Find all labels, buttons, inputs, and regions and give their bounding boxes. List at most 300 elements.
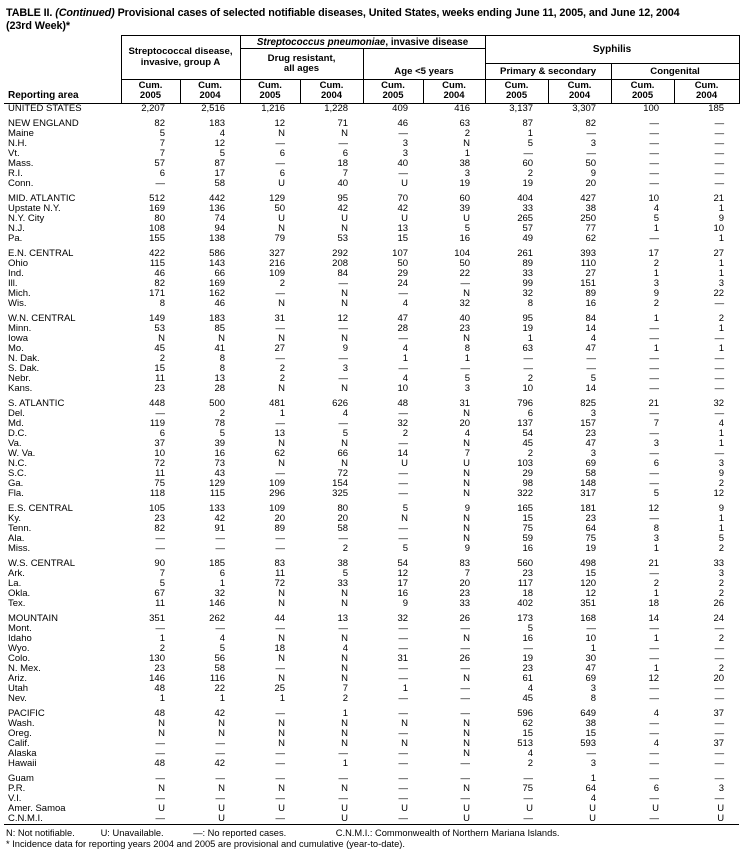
value-cell: — [460,362,471,374]
value-cell: 73 [214,457,226,469]
congenital-header: Congenital [611,64,739,80]
area-cell: Ark. [8,567,25,579]
area-cell: Pa. [8,232,23,244]
value-cell: U [341,812,349,824]
value-cell: 20 [337,512,349,524]
table-row [4,479,739,489]
value-cell: 2 [464,127,471,139]
value-cell: 351 [580,597,597,609]
value-cell: — [338,372,349,384]
value-cell: 27 [274,342,286,354]
table-row [4,439,739,449]
value-cell: 1 [527,127,534,139]
value-cell: N [278,782,286,794]
table-row [4,159,739,169]
value-cell: 216 [269,257,286,269]
value-cell: 796 [517,397,534,409]
value-cell: 1 [718,322,725,334]
value-cell: N [341,737,349,749]
value-cell: 7 [653,417,660,429]
value-cell: 100 [643,102,660,114]
value-cell: 120 [580,577,597,589]
value-cell: N [278,597,286,609]
value-cell: 23 [522,662,534,674]
value-cell: 20 [459,417,471,429]
value-cell: 15 [397,232,409,244]
value-cell: 12 [214,137,226,149]
value-cell: — [398,437,409,449]
table-row [4,674,739,684]
value-cell: 14 [397,447,409,459]
value-cell: 157 [580,417,597,429]
value-cell: 12 [585,587,597,599]
value-cell: 1 [718,522,725,534]
table-row [4,299,739,309]
value-cell: — [460,757,471,769]
value-cell: — [275,747,286,759]
value-cell: 33 [337,577,349,589]
table-row [4,324,739,334]
value-cell: 2 [219,407,226,419]
value-cell: U [717,812,725,824]
value-cell: 23 [459,587,471,599]
value-cell: N [341,632,349,644]
value-cell: 586 [209,247,226,259]
value-cell: 416 [454,102,471,114]
value-cell: 1 [219,692,226,704]
value-cell: 8 [527,297,534,309]
value-cell: 1 [464,352,471,364]
value-cell: 149 [149,312,165,324]
value-cell: — [155,407,165,419]
value-cell: 649 [580,707,597,719]
area-cell: PACIFIC [8,707,45,719]
table-row [4,469,739,479]
value-cell: — [714,127,725,139]
table-row [4,559,739,569]
value-cell: — [586,127,597,139]
value-cell: 1 [342,707,349,719]
incidence-note: * Incidence data for reporting years 2004 and 2005 are provisional and cumulative (year-to-date). [6,839,405,850]
area-cell: Mont. [8,622,32,634]
area-cell: Alaska [8,747,37,759]
table-body [4,103,739,824]
value-cell: 9 [718,212,725,224]
value-cell: — [398,487,409,499]
value-cell: — [275,622,286,634]
value-cell: — [155,532,165,544]
value-cell: 16 [397,587,409,599]
legend-cnmi: C.N.M.I.: Commonwealth of Northern Mariana Islands. [335,827,560,838]
value-cell: 15 [585,567,597,579]
value-cell: 32 [459,297,471,309]
value-cell: — [215,772,226,784]
value-cell: 2 [279,372,286,384]
value-cell: — [649,232,660,244]
value-cell: — [649,772,660,784]
value-cell: 2 [279,277,286,289]
area-cell: S.C. [8,467,27,479]
value-cell: 5 [464,372,471,384]
value-cell: 593 [580,737,597,749]
value-cell: 825 [580,397,597,409]
value-cell: 1 [653,342,660,354]
value-cell: — [523,812,534,824]
value-cell: — [398,757,409,769]
value-cell: 13 [397,222,409,234]
table-row [4,804,739,814]
value-cell: 3 [653,532,660,544]
value-cell: 317 [580,487,597,499]
value-cell: — [398,812,409,824]
area-cell: Del. [8,407,25,419]
value-cell: 4 [590,792,597,804]
cum-year-header-2005: Cum. 2005 [240,80,300,104]
value-cell: N [278,127,286,139]
area-cell: UNITED STATES [8,102,82,114]
value-cell: — [649,747,660,759]
cum-year-header-2004: Cum. 2004 [423,80,485,104]
value-cell: — [714,372,725,384]
value-cell: 28 [397,322,409,334]
value-cell: 16 [522,632,534,644]
table-row [4,774,739,784]
value-cell: 5 [653,487,660,499]
table-row [4,119,739,129]
value-cell: N [341,382,349,394]
value-cell: 1 [159,632,165,644]
value-cell: 46 [154,267,165,279]
value-cell: N [278,717,286,729]
value-cell: — [714,642,725,654]
value-cell: — [338,792,349,804]
value-cell: 45 [522,692,534,704]
value-cell: N [463,522,471,534]
value-cell: — [338,322,349,334]
area-cell: Mo. [8,342,24,354]
value-cell: U [278,802,286,814]
value-cell: 1 [718,257,725,269]
table-row [4,504,739,514]
value-cell: 79 [274,232,286,244]
value-cell: N [463,437,471,449]
value-cell: — [398,672,409,684]
value-cell: 9 [342,342,349,354]
value-cell: 67 [154,587,165,599]
value-cell: — [398,792,409,804]
value-cell: 14 [585,382,597,394]
value-cell: U [652,802,660,814]
area-cell: Oreg. [8,727,32,739]
table-row [4,149,739,159]
value-cell: U [401,212,409,224]
value-cell: 10 [713,222,725,234]
value-cell: N [278,332,286,344]
value-cell: — [398,407,409,419]
table-row [4,644,739,654]
value-cell: 22 [214,682,226,694]
value-cell: 181 [580,502,597,514]
table-row [4,534,739,544]
value-cell: 20 [585,177,597,189]
value-cell: 10 [585,632,597,644]
value-cell: 29 [397,267,409,279]
table-row [4,794,739,804]
value-cell: 39 [459,202,471,214]
value-cell: 327 [269,247,286,259]
value-cell: 3 [590,682,597,694]
value-cell: U [278,177,286,189]
value-cell: — [275,322,286,334]
value-cell: 168 [580,612,597,624]
area-cell: Va. [8,437,22,449]
value-cell: 1 [402,352,409,364]
value-cell: 89 [274,522,286,534]
value-cell: 154 [332,477,349,489]
area-cell: E.N. CENTRAL [8,247,74,259]
value-cell: — [398,332,409,344]
value-cell: — [714,297,725,309]
value-cell: 62 [274,447,286,459]
value-cell: — [714,717,725,729]
value-cell: N [341,652,349,664]
value-cell: 89 [522,257,534,269]
value-cell: 48 [154,682,165,694]
value-cell: — [714,382,725,394]
value-cell: 85 [214,322,226,334]
value-cell: 56 [214,652,226,664]
value-cell: 5 [219,642,226,654]
area-cell: N.J. [8,222,25,234]
value-cell: — [398,692,409,704]
value-cell: 103 [517,457,534,469]
value-cell: — [649,157,660,169]
value-cell: 9 [402,597,409,609]
value-cell: 58 [585,467,597,479]
area-cell: Wyo. [8,642,30,654]
value-cell: 8 [590,692,597,704]
value-cell: U [463,802,471,814]
value-cell: 2 [718,587,725,599]
value-cell: 18 [337,157,349,169]
table-row [4,569,739,579]
value-cell: 115 [149,257,165,269]
value-cell: 11 [155,597,165,609]
table-row [4,429,739,439]
value-cell: N [158,727,165,739]
area-cell: NEW ENGLAND [8,117,79,129]
table-row [4,634,739,644]
value-cell: 23 [154,382,165,394]
value-cell: 6 [279,167,286,179]
value-cell: 42 [337,202,349,214]
value-cell: — [338,352,349,364]
value-cell: 1 [464,147,471,159]
value-cell: — [714,757,725,769]
value-cell: 5 [402,502,409,514]
value-cell: 183 [209,117,226,129]
value-cell: 40 [459,312,471,324]
value-cell: — [714,117,725,129]
group-a-header: Streptococcal disease, invasive, group A [121,36,240,80]
value-cell: — [586,747,597,759]
value-cell: 99 [522,277,534,289]
value-cell: 10 [397,382,409,394]
value-cell: — [155,792,165,804]
value-cell: 173 [517,612,534,624]
value-cell: 63 [522,342,534,354]
value-cell: 2 [653,257,660,269]
value-cell: 27 [585,267,597,279]
value-cell: 4 [527,747,534,759]
reporting-area-header [4,36,121,104]
value-cell: N [463,532,471,544]
value-cell: U [341,212,349,224]
value-cell: 22 [459,267,471,279]
legend-not-notifiable: N: Not notifiable. [6,827,75,838]
value-cell: 18 [274,642,286,654]
value-cell: 19 [585,542,597,554]
value-cell: 7 [159,147,165,159]
value-cell: 9 [718,502,725,514]
value-cell: 409 [392,102,409,114]
value-cell: 32 [397,612,409,624]
value-cell: 143 [209,257,226,269]
value-cell: — [275,662,286,674]
value-cell: 32 [214,587,226,599]
value-cell: U [158,802,165,814]
value-cell: N [463,487,471,499]
legend-no-reported-cases: —: No reported cases. [193,827,287,838]
value-cell: N [341,127,349,139]
value-cell: N [158,332,165,344]
value-cell: 2 [718,577,725,589]
value-cell: 41 [214,342,226,354]
value-cell: 75 [154,477,165,489]
value-cell: U [341,802,349,814]
area-cell: Nebr. [8,372,31,384]
table-row [4,814,739,825]
value-cell: 9 [464,542,471,554]
value-cell: — [714,362,725,374]
reporting-area-label: Reporting area [8,89,79,101]
value-cell: N [158,717,165,729]
area-cell: Ga. [8,477,24,489]
value-cell: 14 [648,612,660,624]
value-cell: 17 [648,247,660,259]
value-cell: 63 [459,117,471,129]
value-cell: 4 [653,707,660,719]
value-cell: 50 [274,202,286,214]
value-cell: 7 [159,567,165,579]
value-cell: U [463,812,471,824]
value-cell: N [341,297,349,309]
table-row [4,169,739,179]
value-cell: 16 [585,297,597,309]
value-cell: 3 [718,782,725,794]
value-cell: N [278,437,286,449]
value-cell: — [460,622,471,634]
value-cell: 48 [154,707,165,719]
value-cell: N [278,632,286,644]
value-cell: 4 [718,417,725,429]
value-cell: 1 [590,642,597,654]
value-cell: 2,516 [201,102,226,114]
value-cell: — [649,322,660,334]
value-cell: 12 [274,117,286,129]
value-cell: 5 [590,372,597,384]
value-cell: 155 [149,232,165,244]
table-row [4,249,739,259]
table-row [4,204,739,214]
table-row [4,614,739,624]
value-cell: 3 [590,407,597,419]
value-cell: — [523,772,534,784]
value-cell: 15 [585,727,597,739]
value-cell: — [398,287,409,299]
value-cell: 325 [332,487,349,499]
table-row [4,279,739,289]
table-row [4,344,739,354]
value-cell: N [401,737,409,749]
value-cell: 3,307 [572,102,597,114]
value-cell: 30 [585,652,597,664]
value-cell: 66 [337,447,349,459]
value-cell: — [649,477,660,489]
table-row [4,459,739,469]
value-cell: N [341,782,349,794]
value-cell: 1 [279,692,286,704]
area-cell: Kans. [8,382,33,394]
value-cell: 560 [517,557,534,569]
value-cell: 1 [402,682,409,694]
value-cell: 2,207 [141,102,165,114]
value-cell: 1 [219,577,226,589]
value-cell: 45 [154,342,165,354]
value-cell: — [398,522,409,534]
value-cell: — [275,532,286,544]
value-cell: 3 [590,447,597,459]
area-cell: N. Mex. [8,662,41,674]
value-cell: 146 [149,672,165,684]
value-cell: 29 [522,467,534,479]
value-cell: 5 [219,427,226,439]
value-cell: 3 [653,437,660,449]
value-cell: U [463,457,471,469]
area-cell: Tenn. [8,522,32,534]
value-cell: 5 [402,542,409,554]
value-cell: 13 [274,427,286,439]
value-cell: 8 [219,362,226,374]
value-cell: 1 [718,267,725,279]
value-cell: 95 [337,192,349,204]
value-cell: 513 [517,737,534,749]
cum-year-header-2004: Cum. 2004 [548,80,611,104]
value-cell: 117 [517,577,534,589]
value-cell: 129 [269,192,286,204]
value-cell: — [398,747,409,759]
cum-year-header-2005: Cum. 2005 [485,80,548,104]
value-cell: 183 [209,312,226,324]
value-cell: 72 [337,467,349,479]
value-cell: 3 [402,137,409,149]
value-cell: N [341,727,349,739]
value-cell: 5 [342,567,349,579]
value-cell: — [649,622,660,634]
cum-year-header-2005: Cum. 2005 [363,80,423,104]
value-cell: — [586,362,597,374]
area-cell: R.I. [8,167,23,179]
